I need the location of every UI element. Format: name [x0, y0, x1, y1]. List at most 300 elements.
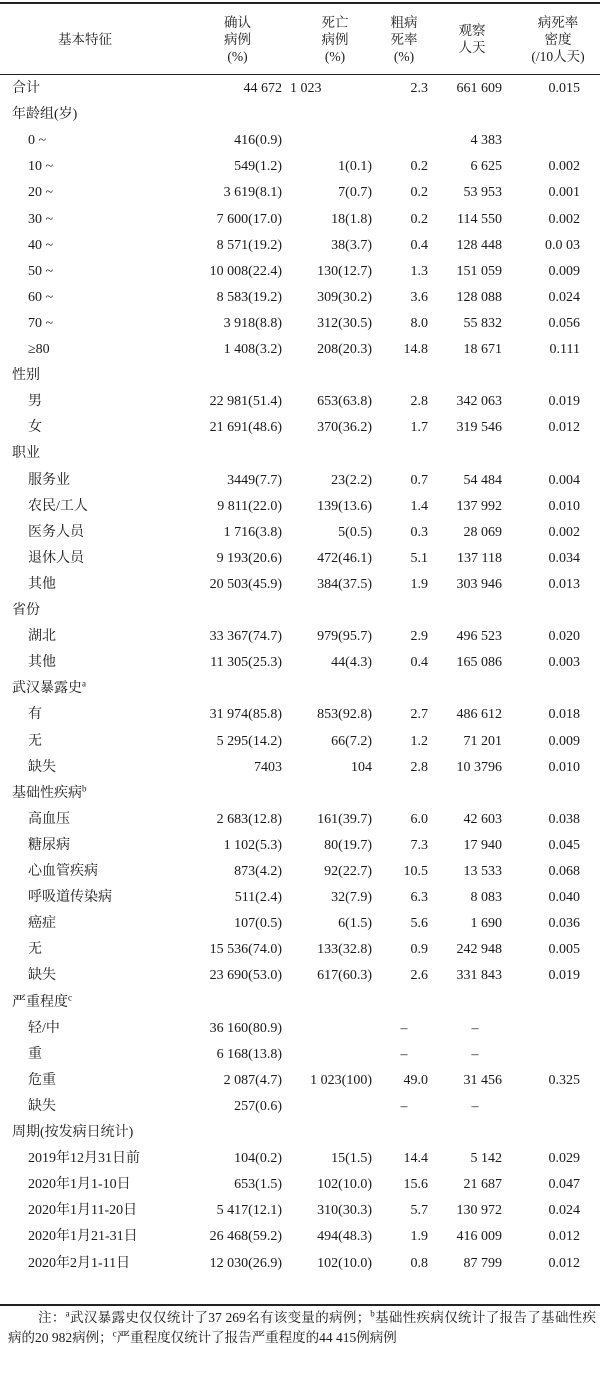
group-label: [12, 441, 40, 466]
crude-rate-cell: 1.3: [410, 263, 428, 279]
table-row: [0, 598, 600, 623]
deaths-cell: 494(48.3): [317, 1229, 372, 1245]
density-cell: 0.040: [548, 890, 580, 906]
row-label-text: 轻/中: [28, 1020, 60, 1036]
confirmed-cell: 2 087(4.7): [223, 1072, 282, 1088]
density-cell: 0.019: [548, 394, 580, 410]
person-days-cell: 130 972: [456, 1203, 502, 1219]
row-label-text: 2020年1月1-10日: [28, 1177, 131, 1193]
deaths-cell: 312(30.5): [317, 315, 372, 331]
row-label: [28, 1146, 140, 1171]
confirmed-cell: 7403: [254, 759, 282, 775]
confirmed-cell: 36 160(80.9): [209, 1020, 282, 1036]
confirmed-cell: 873(4.2): [234, 864, 282, 879]
table-row: [0, 885, 600, 910]
deaths-cell: 979(95.7): [317, 629, 372, 645]
crude-rate-cell: 7.3: [410, 837, 428, 853]
row-label: [28, 572, 56, 597]
row-label: [28, 650, 56, 675]
confirmed-cell: 26 468(59.2): [209, 1229, 282, 1245]
table-row: [0, 624, 600, 649]
confirmed-cell: 9 811(22.0): [217, 498, 282, 514]
confirmed-cell: 104(0.2): [234, 1151, 282, 1167]
person-days-cell: 416 009: [456, 1229, 502, 1245]
table-row: [0, 572, 600, 597]
confirmed-cell: 44 672: [243, 81, 282, 96]
row-label: [28, 702, 42, 727]
density-cell: 0.015: [548, 81, 580, 96]
row-label: [28, 415, 42, 440]
table-row: [0, 520, 600, 545]
person-days-cell: 137 118: [457, 550, 502, 566]
deaths-cell: 472(46.1): [317, 550, 372, 566]
row-label: [28, 1016, 60, 1041]
deaths-cell: 80(19.7): [324, 837, 372, 853]
person-days-cell: 5 142: [470, 1151, 502, 1167]
confirmed-cell: 653(1.5): [234, 1177, 282, 1193]
table-row: [0, 1016, 600, 1041]
table-row: [0, 729, 600, 754]
density-cell: 0.047: [548, 1177, 580, 1193]
confirmed-cell: 416(0.9): [234, 133, 282, 149]
row-label-text: 2020年1月11-20日: [28, 1203, 138, 1219]
row-label-text: 其他: [28, 655, 56, 671]
person-days-cell: 13 533: [463, 864, 502, 879]
row-label: [28, 389, 42, 414]
header-confirmed-cases: 确认 病例 (%): [224, 14, 251, 64]
confirmed-cell: 11 305(25.3): [210, 655, 282, 671]
table-row: [0, 337, 600, 362]
density-cell: 0.111: [549, 342, 580, 357]
row-label-text: 其他: [28, 576, 56, 592]
table-row: [0, 389, 600, 414]
row-label: [28, 1224, 138, 1249]
person-days-cell: –: [471, 1020, 479, 1036]
note-sup-b: b: [370, 1308, 375, 1319]
crude-rate-cell: 2.7: [410, 707, 428, 723]
crude-rate-cell: 1.2: [410, 733, 428, 749]
table-row: [0, 1146, 600, 1171]
confirmed-cell: 6 168(13.8): [216, 1046, 282, 1062]
row-label: [28, 494, 88, 519]
row-label-text: 0 ~: [28, 133, 47, 149]
row-label: [28, 885, 112, 910]
crude-rate-cell: 1.9: [410, 576, 428, 592]
deaths-cell: 1 023: [290, 81, 322, 96]
row-label: [28, 468, 70, 493]
confirmed-cell: 107(0.5): [234, 916, 282, 932]
density-cell: 0.012: [548, 420, 580, 436]
deaths-cell: 130(12.7): [317, 263, 372, 279]
crude-rate-cell: –: [400, 1098, 408, 1114]
deaths-cell: 102(10.0): [317, 1177, 372, 1193]
confirmed-cell: 23 690(53.0): [209, 968, 282, 984]
row-label: [28, 1068, 56, 1093]
crude-rate-cell: 14.4: [403, 1151, 428, 1167]
row-label-text: 无: [28, 733, 42, 749]
person-days-cell: 8 083: [470, 890, 502, 906]
group-label: [12, 676, 86, 701]
row-label-text: 男: [28, 394, 42, 410]
row-label: [28, 1042, 42, 1067]
person-days-cell: 242 948: [456, 942, 502, 958]
person-days-cell: 137 992: [456, 498, 502, 514]
table-row: [0, 1042, 600, 1067]
table-row: [0, 494, 600, 519]
row-label: [28, 911, 56, 936]
row-label-text: 2020年1月21-31日: [28, 1229, 138, 1245]
table-row: [0, 676, 600, 701]
confirmed-cell: 5 417(12.1): [216, 1203, 282, 1219]
row-label: [28, 546, 84, 571]
density-cell: 0.002: [548, 524, 580, 540]
table-row: [0, 755, 600, 780]
row-label-text: 合计: [12, 81, 40, 96]
table-bottom-rule: [0, 1304, 600, 1306]
density-cell: 0.009: [548, 733, 580, 749]
row-label-text: 退休人员: [28, 550, 84, 566]
confirmed-cell: 22 981(51.4): [209, 394, 282, 410]
table-top-rule: [0, 2, 600, 4]
crude-rate-cell: 6.0: [410, 811, 428, 827]
row-label-text: 心血管疾病: [28, 864, 98, 879]
crude-rate-cell: 5.7: [410, 1203, 428, 1219]
row-label: [28, 180, 53, 205]
confirmed-cell: 2 683(12.8): [216, 811, 282, 827]
row-label: [28, 337, 50, 362]
crude-rate-cell: 2.8: [410, 759, 428, 775]
deaths-cell: 653(63.8): [317, 394, 372, 410]
density-cell: 0.010: [548, 759, 580, 775]
person-days-cell: 55 832: [463, 315, 502, 331]
person-days-cell: 42 603: [463, 811, 502, 827]
table-row: [0, 1251, 600, 1276]
confirmed-cell: 15 536(74.0): [209, 942, 282, 958]
row-label-text: 危重: [28, 1072, 56, 1088]
row-label: [28, 1251, 130, 1276]
deaths-cell: 617(60.3): [317, 968, 372, 984]
row-label-text: 有: [28, 707, 42, 723]
density-cell: 0.0 03: [545, 237, 580, 253]
person-days-cell: 1 690: [470, 916, 502, 932]
deaths-cell: 92(22.7): [324, 864, 372, 879]
row-label-text: 武汉暴露史: [12, 681, 82, 697]
table-row: [0, 702, 600, 727]
confirmed-cell: 257(0.6): [234, 1098, 282, 1114]
crude-rate-cell: 1.4: [410, 498, 428, 514]
row-label-text: 严重程度: [12, 994, 68, 1010]
group-label: [12, 781, 87, 806]
crude-rate-cell: 49.0: [403, 1072, 428, 1088]
table-row: [0, 102, 600, 127]
confirmed-cell: 21 691(48.6): [209, 420, 282, 436]
table-row: [0, 415, 600, 440]
deaths-cell: 18(1.8): [331, 211, 372, 227]
crude-rate-cell: 0.7: [410, 472, 428, 488]
row-label-text: 基础性疾病: [12, 785, 82, 801]
person-days-cell: 128 088: [456, 289, 502, 305]
crude-rate-cell: –: [400, 1046, 408, 1062]
person-days-cell: 496 523: [456, 629, 502, 645]
person-days-cell: 331 843: [456, 968, 502, 984]
row-label: [28, 207, 53, 232]
note-sup-a: a: [65, 1308, 70, 1319]
crude-rate-cell: 5.6: [410, 916, 428, 932]
deaths-cell: 104: [351, 759, 372, 775]
deaths-cell: 7(0.7): [338, 185, 372, 201]
row-label: [28, 233, 53, 258]
row-label: [28, 154, 53, 179]
density-cell: 0.034: [548, 550, 580, 566]
row-label: [28, 311, 53, 336]
person-days-cell: 31 456: [463, 1072, 502, 1088]
density-cell: 0.013: [548, 576, 580, 592]
row-label: [28, 963, 56, 988]
row-label-text: 缺失: [28, 759, 56, 775]
table-row: [0, 468, 600, 493]
crude-rate-cell: 0.4: [410, 655, 428, 671]
density-cell: 0.010: [548, 498, 580, 514]
note-prefix: 注：: [38, 1310, 66, 1325]
confirmed-cell: 20 503(45.9): [209, 576, 282, 592]
table-row: [0, 963, 600, 988]
deaths-cell: 32(7.9): [331, 890, 372, 906]
table-row: [0, 441, 600, 466]
person-days-cell: 28 069: [463, 524, 502, 540]
header-crude-fatality-rate: 粗病 死率 (%): [390, 14, 418, 64]
group-label: [12, 990, 72, 1015]
person-days-cell: 303 946: [456, 576, 502, 592]
person-days-cell: 4 383: [470, 133, 502, 149]
density-cell: 0.002: [548, 211, 580, 227]
row-label: [28, 729, 42, 754]
deaths-cell: 310(30.3): [317, 1203, 372, 1219]
density-cell: 0.029: [548, 1151, 580, 1167]
crude-rate-cell: 2.6: [410, 968, 428, 984]
row-label-text: 2020年2月1-11日: [28, 1255, 131, 1271]
deaths-cell: 5(0.5): [338, 524, 372, 540]
confirmed-cell: 9 193(20.6): [216, 550, 282, 566]
deaths-cell: 370(36.2): [317, 420, 372, 436]
person-days-cell: 10 3796: [456, 759, 502, 775]
deaths-cell: 23(2.2): [331, 472, 372, 488]
table-row: [0, 233, 600, 258]
density-cell: 0.005: [548, 942, 580, 958]
row-label: [28, 937, 42, 962]
crude-rate-cell: 0.8: [410, 1255, 428, 1271]
crude-rate-cell: 14.8: [403, 342, 428, 357]
person-days-cell: 151 059: [456, 263, 502, 279]
row-label: [28, 520, 84, 545]
row-label: [28, 128, 46, 153]
confirmed-cell: 549(1.2): [234, 159, 282, 175]
person-days-cell: 342 063: [456, 394, 502, 410]
person-days-cell: 17 940: [463, 837, 502, 853]
row-label: [28, 1198, 137, 1223]
confirmed-cell: 511(2.4): [234, 890, 282, 906]
table-row: [0, 937, 600, 962]
confirmed-cell: 8 583(19.2): [216, 289, 282, 305]
person-days-cell: –: [471, 1046, 479, 1062]
deaths-cell: 1(0.1): [338, 159, 372, 175]
density-cell: 0.036: [548, 916, 580, 932]
deaths-cell: 208(20.3): [317, 342, 372, 357]
row-label-text: 40 ~: [28, 237, 54, 253]
row-label-text: 服务业: [28, 472, 70, 488]
table-footnote: [8, 1308, 596, 1348]
density-cell: 0.009: [548, 263, 580, 279]
deaths-cell: 309(30.2): [317, 289, 372, 305]
confirmed-cell: 31 974(85.8): [209, 707, 282, 723]
person-days-cell: 53 953: [463, 185, 502, 201]
crude-rate-cell: 0.2: [410, 159, 428, 175]
person-days-cell: 54 484: [463, 472, 502, 488]
person-days-cell: –: [471, 1098, 479, 1114]
row-label-text: 年龄组(岁): [12, 107, 78, 123]
table-row: [0, 207, 600, 232]
row-label-text: 高血压: [28, 811, 70, 827]
table-row: [0, 311, 600, 336]
row-label: [28, 755, 56, 780]
group-label: [12, 76, 40, 101]
deaths-cell: 66(7.2): [331, 733, 372, 749]
density-cell: 0.019: [548, 968, 580, 984]
row-label-text: 重: [28, 1046, 42, 1062]
density-cell: 0.002: [548, 159, 580, 175]
row-label-text: 50 ~: [28, 263, 54, 279]
group-label: [12, 102, 77, 127]
crude-rate-cell: 2.8: [410, 394, 428, 410]
table-row: [0, 76, 600, 101]
crude-rate-cell: 1.7: [410, 420, 428, 436]
header-mortality-density: 病死率 密度 (/10人天): [531, 14, 585, 64]
table-row: [0, 990, 600, 1015]
confirmed-cell: 3449(7.7): [227, 472, 282, 488]
density-cell: 0.003: [548, 655, 580, 671]
crude-rate-cell: 8.0: [410, 315, 428, 331]
table-row: [0, 1198, 600, 1223]
row-label-text: 呼吸道传染病: [28, 890, 112, 906]
deaths-cell: 384(37.5): [317, 576, 372, 592]
row-label: [28, 1094, 56, 1119]
table-row: [0, 285, 600, 310]
table-row: [0, 1094, 600, 1119]
crude-rate-cell: 0.9: [410, 942, 428, 958]
crude-rate-cell: 0.2: [410, 211, 428, 227]
row-label: [28, 285, 53, 310]
table-header-rule: [0, 74, 600, 75]
row-label-text: 10 ~: [28, 159, 54, 175]
row-label-text: 省份: [12, 603, 40, 618]
table-row: [0, 259, 600, 284]
header-person-days: 观察 人天: [458, 23, 486, 55]
deaths-cell: 44(4.3): [331, 655, 372, 671]
row-label: [28, 624, 56, 649]
row-label-text: 30 ~: [28, 211, 54, 227]
row-label-text: 性别: [12, 368, 40, 384]
deaths-cell: 38(3.7): [331, 237, 372, 253]
row-label: [28, 259, 53, 284]
table-row: [0, 363, 600, 388]
crude-rate-cell: 1.9: [410, 1229, 428, 1245]
row-label: [28, 807, 70, 832]
crude-rate-cell: 3.6: [410, 289, 428, 305]
density-cell: 0.024: [548, 1203, 580, 1219]
crude-rate-cell: 2.9: [410, 629, 428, 645]
row-label-text: 60 ~: [28, 289, 54, 305]
deaths-cell: 853(92.8): [317, 707, 372, 723]
crude-rate-cell: 5.1: [410, 550, 428, 566]
density-cell: 0.325: [548, 1072, 580, 1088]
row-label: [28, 1172, 131, 1197]
table-row: [0, 833, 600, 858]
row-label-text: 2019年12月31日前: [28, 1151, 140, 1167]
row-label: [28, 833, 70, 858]
row-label-text: 缺失: [28, 1098, 56, 1114]
deaths-cell: 133(32.8): [317, 942, 372, 958]
header-deaths: 死亡 病例 (%): [321, 14, 349, 64]
table-row: [0, 546, 600, 571]
row-label-text: 20 ~: [28, 185, 54, 201]
density-cell: 0.068: [548, 864, 580, 879]
density-cell: 0.004: [548, 472, 580, 488]
row-label-text: 糖尿病: [28, 837, 70, 853]
person-days-cell: 128 448: [456, 237, 502, 253]
row-label-text: 缺失: [28, 968, 56, 984]
deaths-cell: 1 023(100): [310, 1072, 372, 1088]
crude-rate-cell: 10.5: [403, 864, 428, 879]
table-row: [0, 781, 600, 806]
row-label: [28, 859, 98, 884]
note-sup-c: c: [112, 1328, 117, 1339]
group-label: [12, 363, 40, 388]
person-days-cell: 87 799: [463, 1255, 502, 1271]
person-days-cell: 486 612: [456, 707, 502, 723]
confirmed-cell: 8 571(19.2): [216, 237, 282, 253]
confirmed-cell: 10 008(22.4): [209, 263, 282, 279]
table-row: [0, 180, 600, 205]
table-row: [0, 1172, 600, 1197]
crude-rate-cell: 0.2: [410, 185, 428, 201]
note-text-a: 武汉暴露史仅仅统计了37 269名有该变量的病例；: [69, 1310, 371, 1325]
row-label-text: 无: [28, 942, 42, 958]
table-row: [0, 911, 600, 936]
density-cell: 0.001: [548, 185, 580, 201]
row-label-text: ≥80: [28, 342, 50, 357]
row-label-text: 癌症: [28, 916, 56, 932]
row-label-text: 医务人员: [28, 524, 84, 540]
crude-rate-cell: 0.3: [410, 524, 428, 540]
confirmed-cell: 5 295(14.2): [216, 733, 282, 749]
density-cell: 0.038: [548, 811, 580, 827]
table-row: [0, 859, 600, 884]
crude-rate-cell: 2.3: [410, 81, 428, 96]
table-row: [0, 154, 600, 179]
row-label-text: 女: [28, 420, 42, 436]
person-days-cell: 319 546: [456, 420, 502, 436]
note-text-b: 基础性疾病仅统计了报告了基础性疾病的20 982病例；: [8, 1310, 597, 1345]
table-row: [0, 1120, 600, 1145]
person-days-cell: 71 201: [463, 733, 502, 749]
density-cell: 0.012: [548, 1229, 580, 1245]
person-days-cell: 165 086: [456, 655, 502, 671]
row-label-text: 湖北: [28, 629, 56, 645]
deaths-cell: 15(1.5): [331, 1151, 372, 1167]
person-days-cell: 18 671: [463, 342, 502, 357]
crude-rate-cell: 15.6: [403, 1177, 428, 1193]
deaths-cell: 6(1.5): [338, 916, 372, 932]
table-row: [0, 128, 600, 153]
